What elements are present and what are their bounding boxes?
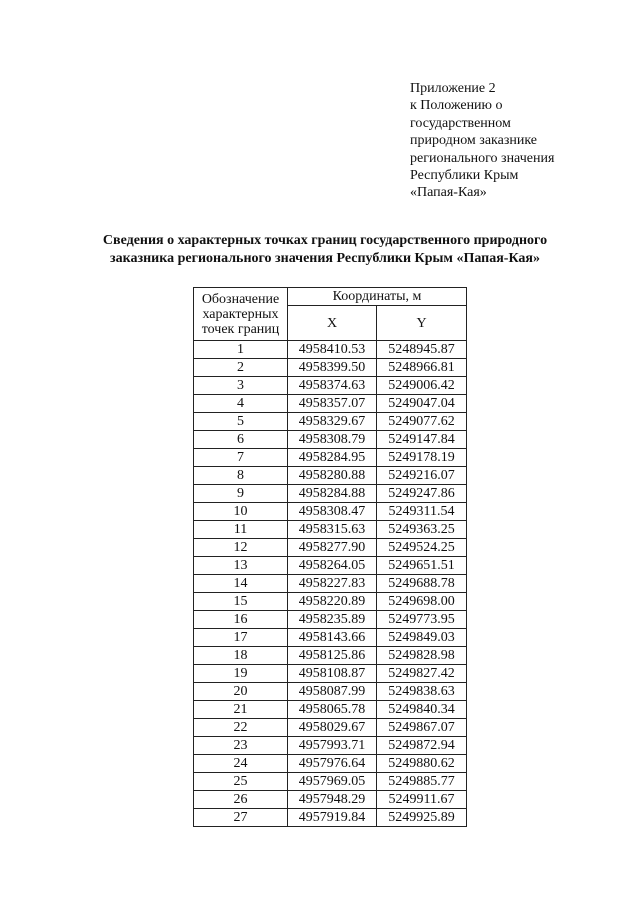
point-number: 4	[194, 395, 288, 413]
point-number: 9	[194, 485, 288, 503]
x-coordinate: 4958227.83	[288, 575, 377, 593]
appendix-line: природном заказнике	[410, 133, 538, 149]
x-coordinate: 4958399.50	[288, 359, 377, 377]
table-row	[194, 737, 467, 755]
header-y: Y	[377, 306, 467, 341]
y-coordinate: 5249147.84	[377, 431, 467, 449]
table-row	[194, 629, 467, 647]
x-coordinate: 4957993.71	[288, 737, 377, 755]
point-number: 26	[194, 791, 288, 809]
x-coordinate: 4958277.90	[288, 539, 377, 557]
point-number: 24	[194, 755, 288, 773]
point-number: 27	[194, 809, 288, 827]
point-number: 13	[194, 557, 288, 575]
table-row	[194, 359, 467, 377]
point-number: 22	[194, 719, 288, 737]
point-number: 10	[194, 503, 288, 521]
point-number: 11	[194, 521, 288, 539]
y-coordinate: 5249867.07	[377, 719, 467, 737]
y-coordinate: 5249006.42	[377, 377, 467, 395]
y-coordinate: 5249872.94	[377, 737, 467, 755]
y-coordinate: 5249047.04	[377, 395, 467, 413]
x-coordinate: 4958284.95	[288, 449, 377, 467]
y-coordinate: 5249524.25	[377, 539, 467, 557]
y-coordinate: 5249925.89	[377, 809, 467, 827]
y-coordinate: 5249698.00	[377, 593, 467, 611]
point-number: 21	[194, 701, 288, 719]
x-coordinate: 4957976.64	[288, 755, 377, 773]
x-coordinate: 4958220.89	[288, 593, 377, 611]
table-row	[194, 557, 467, 575]
y-coordinate: 5249880.62	[377, 755, 467, 773]
y-coordinate: 5249688.78	[377, 575, 467, 593]
y-coordinate: 5249838.63	[377, 683, 467, 701]
point-number: 16	[194, 611, 288, 629]
y-coordinate: 5249311.54	[377, 503, 467, 521]
header-x: X	[288, 306, 377, 341]
x-coordinate: 4958235.89	[288, 611, 377, 629]
point-number: 18	[194, 647, 288, 665]
table-row	[194, 431, 467, 449]
y-coordinate: 5249216.07	[377, 467, 467, 485]
y-coordinate: 5249651.51	[377, 557, 467, 575]
point-number: 20	[194, 683, 288, 701]
table-row	[194, 395, 467, 413]
x-coordinate: 4958410.53	[288, 341, 377, 359]
x-coordinate: 4958029.67	[288, 719, 377, 737]
x-coordinate: 4958125.86	[288, 647, 377, 665]
point-number: 5	[194, 413, 288, 431]
header-coordinates: Координаты, м	[288, 288, 467, 306]
x-coordinate: 4957948.29	[288, 791, 377, 809]
table-row	[194, 413, 467, 431]
table-row	[194, 773, 467, 791]
table-row	[194, 701, 467, 719]
point-number: 1	[194, 341, 288, 359]
appendix-line: регионального значения	[410, 150, 555, 166]
table-row	[194, 467, 467, 485]
table-row	[194, 791, 467, 809]
appendix-header	[410, 80, 554, 202]
x-coordinate: 4958357.07	[288, 395, 377, 413]
table-row	[194, 809, 467, 827]
table-row	[194, 377, 467, 395]
x-coordinate: 4957919.84	[288, 809, 377, 827]
table-row	[194, 449, 467, 467]
point-number: 8	[194, 467, 288, 485]
y-coordinate: 5249828.98	[377, 647, 467, 665]
y-coordinate: 5249840.34	[377, 701, 467, 719]
title-line: Сведения о характерных точках границ государственного природного	[102, 233, 548, 248]
appendix-line: Республики Крым	[410, 168, 519, 184]
point-number: 15	[194, 593, 288, 611]
y-coordinate: 5249827.42	[377, 665, 467, 683]
appendix-line: Приложение 2	[410, 81, 496, 96]
x-coordinate: 4958280.88	[288, 467, 377, 485]
point-number: 7	[194, 449, 288, 467]
x-coordinate: 4958329.67	[288, 413, 377, 431]
table-body	[194, 341, 467, 827]
point-number: 12	[194, 539, 288, 557]
x-coordinate: 4958143.66	[288, 629, 377, 647]
appendix-line: «Папая-Кая»	[410, 185, 487, 201]
table-row	[194, 611, 467, 629]
point-number: 14	[194, 575, 288, 593]
y-coordinate: 5248966.81	[377, 359, 467, 377]
x-coordinate: 4958374.63	[288, 377, 377, 395]
title-line: заказника регионального значения Республики Крым «Папая-Кая»	[110, 251, 540, 266]
point-number: 6	[194, 431, 288, 449]
table-row	[194, 683, 467, 701]
x-coordinate: 4958264.05	[288, 557, 377, 575]
y-coordinate: 5249178.19	[377, 449, 467, 467]
appendix-line: к Положению о	[410, 98, 503, 114]
x-coordinate: 4958308.79	[288, 431, 377, 449]
header-point: Обозначение характерных точек границ	[194, 288, 288, 341]
table-row	[194, 647, 467, 665]
x-coordinate: 4958087.99	[288, 683, 377, 701]
y-coordinate: 5249773.95	[377, 611, 467, 629]
table-row	[194, 341, 467, 359]
appendix-line: государственном	[410, 115, 511, 131]
table-row	[194, 521, 467, 539]
table-row	[194, 539, 467, 557]
document-title	[60, 232, 590, 268]
point-number: 17	[194, 629, 288, 647]
table-row	[194, 575, 467, 593]
y-coordinate: 5249911.67	[377, 791, 467, 809]
point-number: 25	[194, 773, 288, 791]
x-coordinate: 4958315.63	[288, 521, 377, 539]
table-row	[194, 755, 467, 773]
y-coordinate: 5248945.87	[377, 341, 467, 359]
table-row	[194, 719, 467, 737]
point-number: 19	[194, 665, 288, 683]
y-coordinate: 5249077.62	[377, 413, 467, 431]
table-row	[194, 665, 467, 683]
y-coordinate: 5249247.86	[377, 485, 467, 503]
point-number: 3	[194, 377, 288, 395]
x-coordinate: 4958308.47	[288, 503, 377, 521]
y-coordinate: 5249849.03	[377, 629, 467, 647]
y-coordinate: 5249363.25	[377, 521, 467, 539]
table-row	[194, 503, 467, 521]
table-row	[194, 485, 467, 503]
x-coordinate: 4957969.05	[288, 773, 377, 791]
y-coordinate: 5249885.77	[377, 773, 467, 791]
coordinates-table	[193, 287, 467, 827]
x-coordinate: 4958108.87	[288, 665, 377, 683]
table-row	[194, 593, 467, 611]
x-coordinate: 4958284.88	[288, 485, 377, 503]
x-coordinate: 4958065.78	[288, 701, 377, 719]
point-number: 23	[194, 737, 288, 755]
point-number: 2	[194, 359, 288, 377]
